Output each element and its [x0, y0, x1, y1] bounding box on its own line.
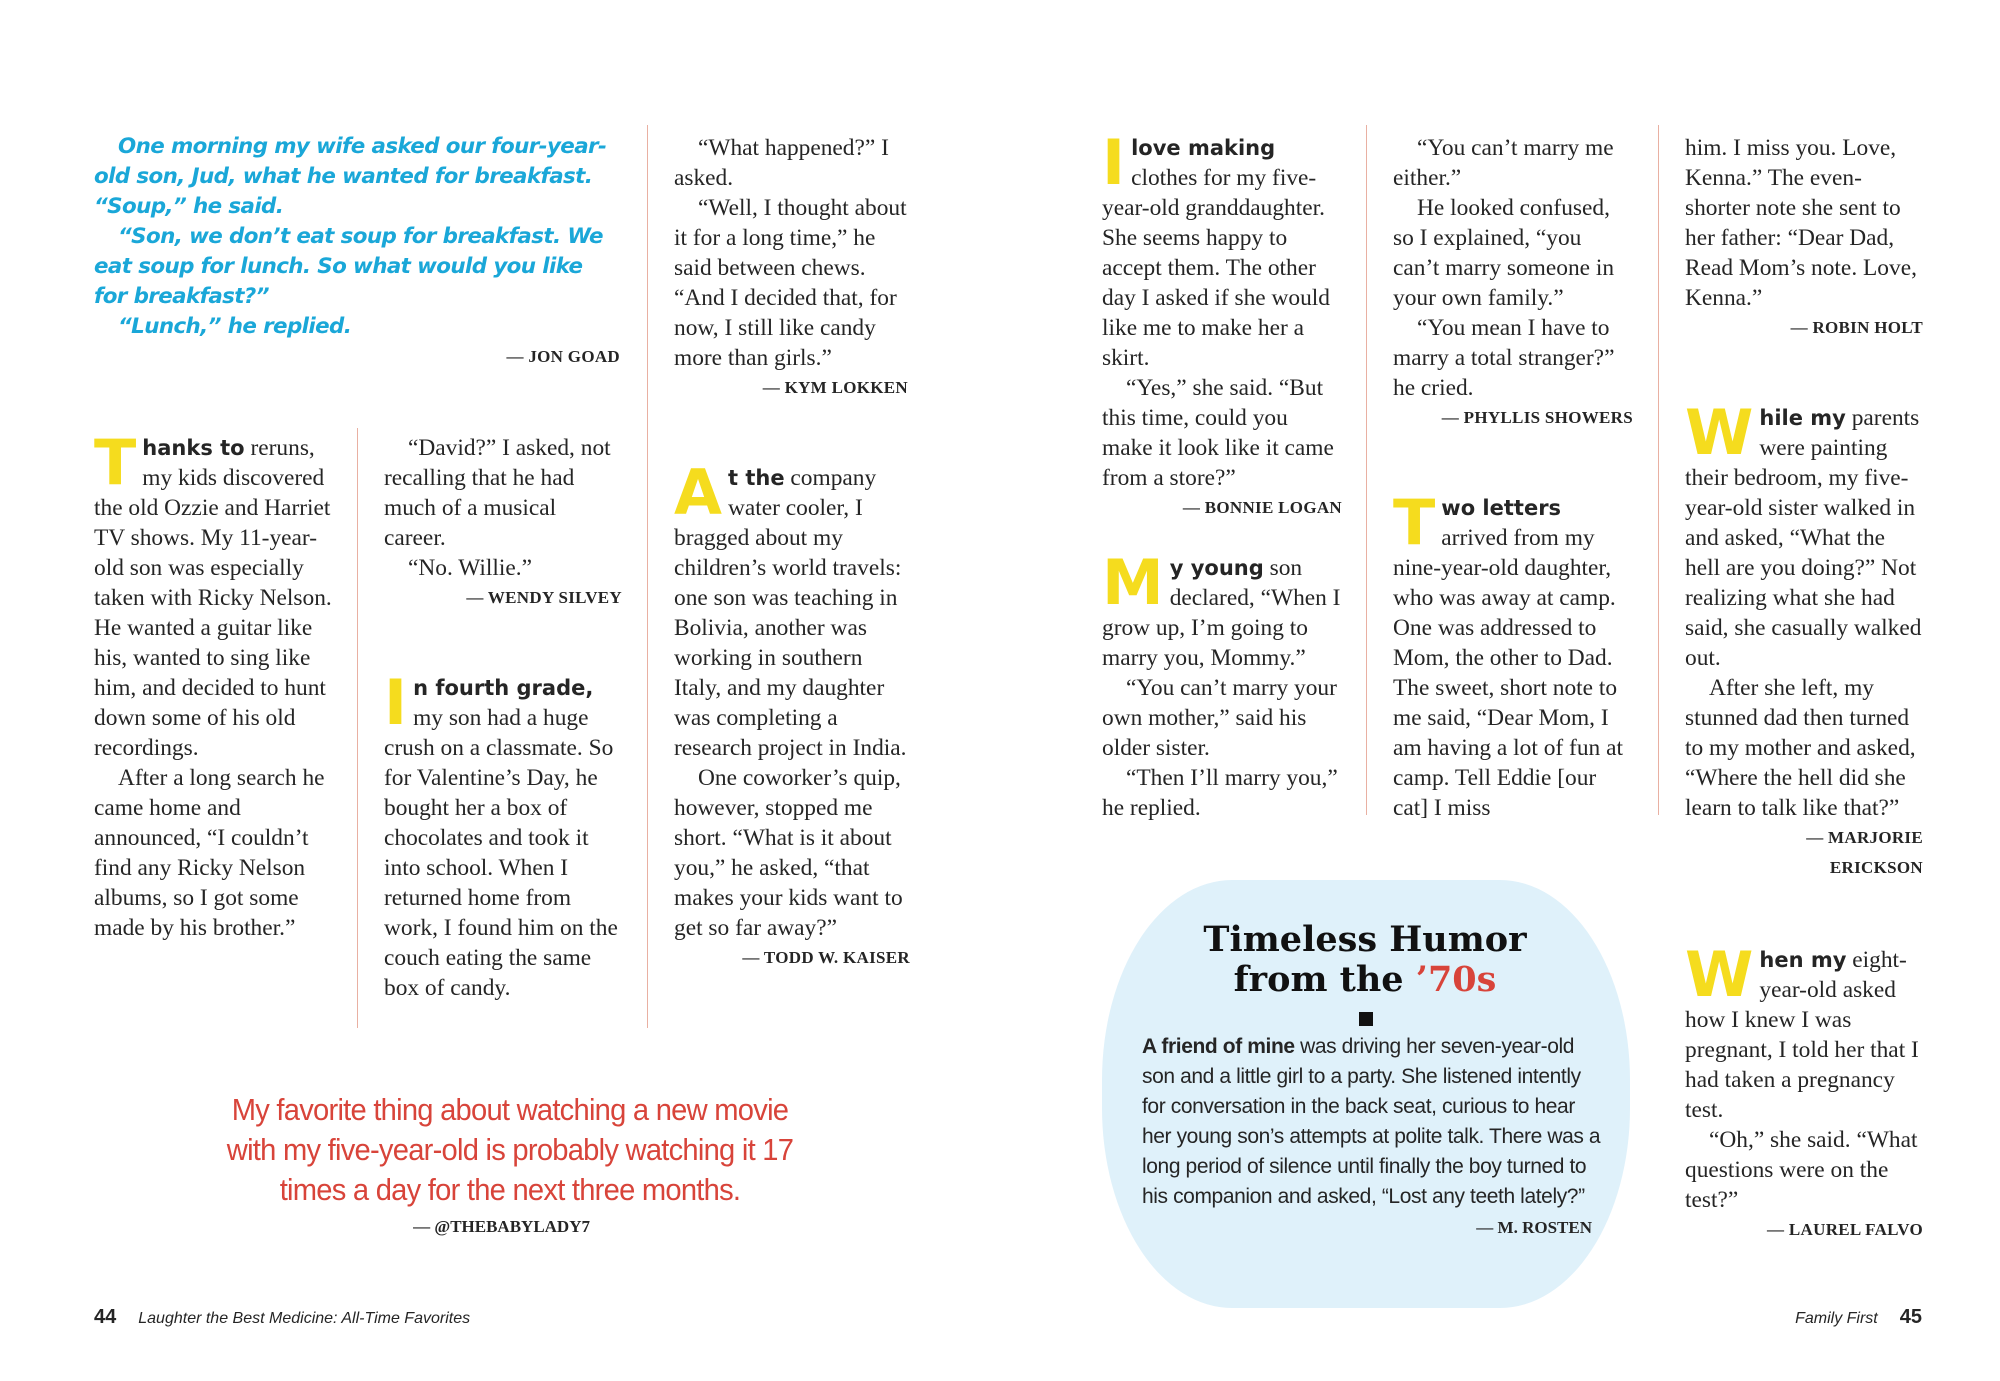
story-text: arrived from my nine-year-old daughter, who was away at camp. One was addressed to Mom, the other to Dad. The sweet, short note to me said, “Dear Mom, I am having a lot of fun at camp. Tell Eddie [our cat] I miss [1393, 525, 1623, 821]
lead-in: hile my [1759, 406, 1846, 430]
column-divider [1658, 125, 1659, 815]
attribution: — KYM LOKKEN [762, 378, 908, 397]
sidebar-attribution: — M. ROSTEN [1476, 1218, 1592, 1237]
lead-in: hen my [1759, 948, 1847, 972]
story-paragraph: After a long search he came home and announced, “I couldn’t find any Ricky Nelson albums, so I got some made by his brother.” [94, 765, 325, 941]
story-paragraph: “What happened?” I asked. [674, 135, 889, 191]
story-paragraph: “Lunch,” he replied. [118, 314, 352, 339]
story-camp-continued [1685, 133, 1923, 343]
footer-left [94, 1306, 470, 1329]
lead-in: n fourth grade, [413, 676, 594, 700]
drop-cap: W [1685, 938, 1754, 1011]
sidebar-title-prefix: from the [1233, 959, 1416, 1000]
story-paragraph: “You can’t marry your own mother,” said his older sister. [1102, 675, 1337, 761]
story-soup [94, 132, 620, 372]
drop-cap: I [1102, 126, 1126, 199]
story-marry-continued [1393, 133, 1633, 433]
story-paragraph: One morning my wife asked our four-year-old son, Jud, what he wanted for breakfast. “Soup,” he said. [94, 134, 607, 219]
drop-cap: T [1393, 486, 1436, 559]
attribution: — WENDY SILVEY [466, 588, 622, 607]
drop-cap: A [674, 456, 722, 529]
drop-cap: T [94, 426, 137, 499]
story-paragraph: him. I miss you. Love, Kenna.” The even-shorter note she sent to her father: “Dear Dad, Read Mom’s note. Love, Kenna.” [1685, 135, 1917, 311]
sidebar-text [1142, 1032, 1602, 1212]
column-divider [1366, 125, 1367, 815]
sidebar-title-accent: ’70s [1415, 959, 1497, 1000]
story-paragraph: “You mean I have to marry a total stranger?” he cried. [1393, 315, 1615, 401]
story-paragraph: “Well, I thought about it for a long time,” he said between chews. “And I decided that, for now, I still like candy more than girls.” [674, 195, 907, 371]
attribution: — MARJORIE ERICKSON [1806, 828, 1923, 877]
square-bullet-icon [1359, 1012, 1373, 1026]
attribution: — BONNIE LOGAN [1182, 498, 1342, 517]
story-paragraph: “David?” I asked, not recalling that he had much of a musical career. [384, 435, 611, 551]
story-camp [1393, 486, 1633, 823]
drop-cap: W [1685, 396, 1754, 469]
story-text: parents were painting their bedroom, my five-year-old sister walked in and asked, “What the hell are you doing?” Not realizing what she had said, she casually walked out. [1685, 405, 1922, 671]
drop-cap: I [384, 666, 408, 739]
attribution: — LAUREL FALVO [1767, 1220, 1923, 1239]
sidebar-body: was driving her seven-year-old son and a little girl to a party. She listened intently for conversation in the back seat, curious to hear her young son’s attempts at polite talk. There was a long period of silence until finally the boy turned to his companion and asked, “Lost any teeth lately?” [1142, 1035, 1601, 1208]
sidebar-title [1160, 920, 1570, 1000]
story-paragraph: One coworker’s quip, however, stopped me short. “What is it about you,” he asked, “that makes your kids want to get so far away?” [674, 765, 903, 941]
lead-in: hanks to [142, 436, 245, 460]
story-text: reruns, my kids discovered the old Ozzie and Harriet TV shows. My 11-year-old son was especially taken with Ricky Nelson. He wanted a guitar like his, wanted to sing like him, and decided to hunt down some of his old recordings. [94, 435, 332, 761]
story-paragraph: “You can’t marry me either.” [1393, 135, 1614, 191]
section-title: Family First [1795, 1310, 1878, 1327]
story-text: company water cooler, I bragged about my children’s world travels: one son was teaching in Bolivia, another was working in southern Italy, and my daughter was completing a research project in India. [674, 465, 907, 761]
story-paragraph: He looked confused, so I explained, “you can’t marry someone in your own family.” [1393, 195, 1615, 311]
story-skirt [1102, 126, 1342, 523]
story-paragraph: “Son, we don’t eat soup for breakfast. We eat soup for lunch. So what would you like for breakfast?” [94, 224, 603, 309]
story-text: my son had a huge crush on a classmate. So for Valentine’s Day, he bought her a box of chocolates and took it into school. When I returned home from work, I found him on the couch eating the same box of candy. [384, 705, 618, 1001]
story-ricky [94, 426, 337, 943]
attribution: — JON GOAD [506, 347, 620, 366]
lead-in: t the [727, 466, 785, 490]
story-paragraph: “Then I’ll marry you,” he replied. [1102, 765, 1338, 821]
footer-right [1790, 1306, 1922, 1329]
page-number: 45 [1899, 1306, 1922, 1328]
lead-in: wo letters [1441, 496, 1562, 520]
story-paragraph: “No. Willie.” [408, 555, 532, 581]
attribution: — TODD W. KAISER [742, 948, 910, 967]
column-divider [357, 428, 358, 1028]
story-text: son declared, “When I grow up, I’m going to marry you, Mommy.” [1102, 555, 1341, 671]
pull-quote: My favorite thing about watching a new movie with my five-year-old is probably watching it 17 times a day for the next three months. [226, 1092, 794, 1207]
story-paragraph: “Oh,” she said. “What questions were on the test?” [1685, 1127, 1918, 1213]
sidebar-title-line: Timeless Humor [1203, 919, 1527, 960]
story-marry [1102, 546, 1342, 823]
lead-in: y young [1169, 556, 1264, 580]
attribution: — ROBIN HOLT [1790, 318, 1923, 337]
story-text: eight-year-old asked how I knew I was pregnant, I told her that I had taken a pregnancy test. [1685, 947, 1919, 1123]
book-title: Laughter the Best Medicine: All-Time Favorites [138, 1310, 471, 1327]
page-number: 44 [94, 1306, 117, 1328]
sidebar-lead-in: A friend of mine [1142, 1035, 1295, 1058]
story-ricky-continued [384, 433, 622, 613]
story-cooler [674, 456, 910, 973]
column-divider [647, 125, 648, 1028]
story-painting [1685, 396, 1923, 883]
pull-quote-attribution: — @THEBABYLADY7 [413, 1217, 590, 1236]
story-valentine [384, 666, 626, 1003]
story-text: clothes for my five-year-old granddaughter. She seems happy to accept them. The other day I asked if she would like me to make her a skirt. [1102, 165, 1331, 371]
drop-cap: M [1102, 546, 1164, 619]
story-pregnant [1685, 938, 1923, 1245]
story-paragraph: After she left, my stunned dad then turned to my mother and asked, “Where the hell did she learn to talk like that?” [1685, 675, 1916, 821]
story-paragraph: “Yes,” she said. “But this time, could you make it look like it came from a store?” [1102, 375, 1334, 491]
attribution: — PHYLLIS SHOWERS [1441, 408, 1633, 427]
lead-in: love making [1131, 136, 1276, 160]
story-candy [674, 133, 908, 403]
